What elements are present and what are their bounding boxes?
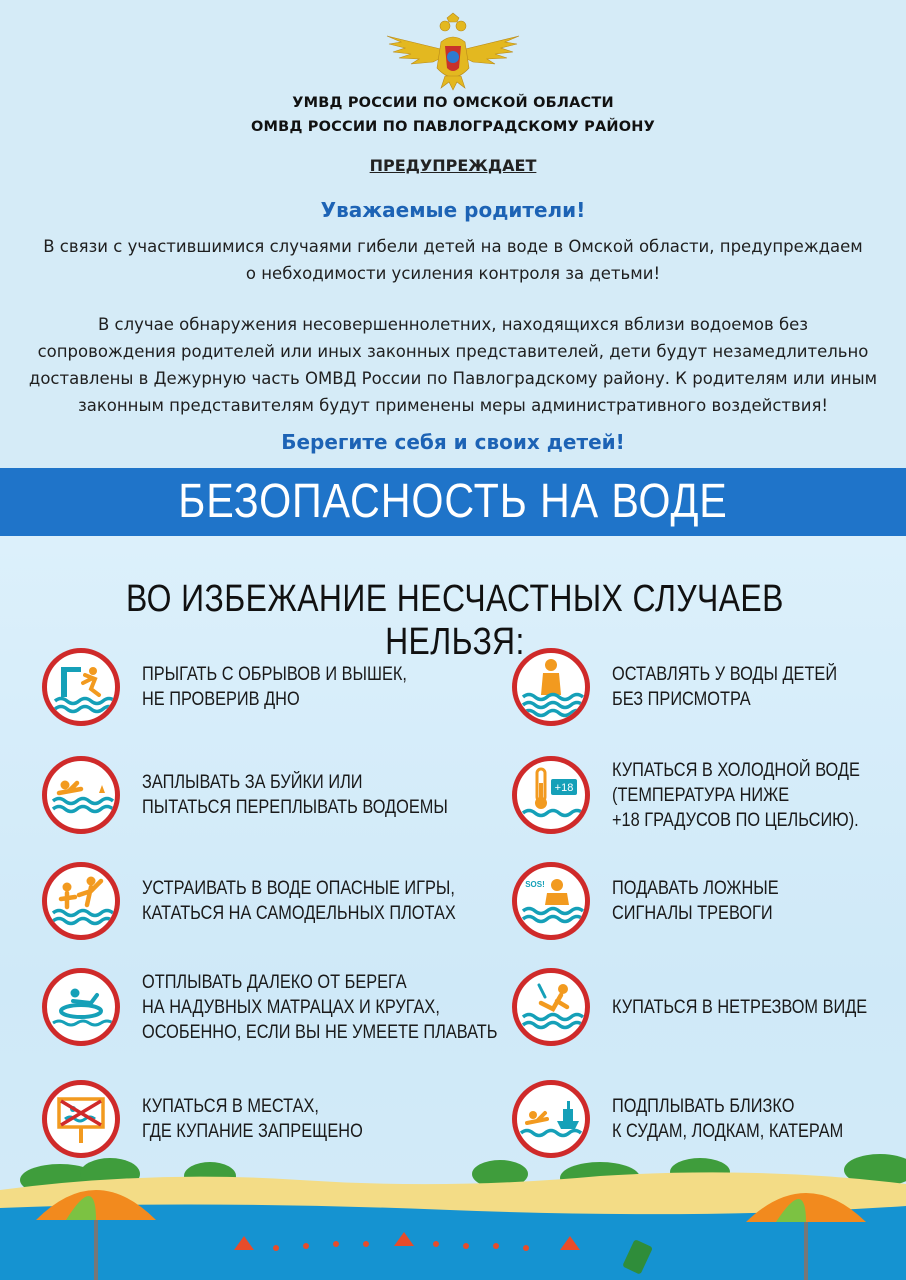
- drunk-swimmer-icon: [512, 968, 590, 1046]
- rule-item: SOS! ПОДАВАТЬ ЛОЖНЫЕ СИГНАЛЫ ТРЕВОГИ: [512, 862, 806, 940]
- svg-text:+18: +18: [554, 782, 574, 794]
- police-emblem-icon: [383, 12, 523, 92]
- warning-label: ПРЕДУПРЕЖДАЕТ: [369, 156, 537, 175]
- thermometer-icon: [512, 756, 590, 834]
- beach-illustration: [0, 1150, 906, 1280]
- rule-item: ПРЫГАТЬ С ОБРЫВОВ И ВЫШЕК, НЕ ПРОВЕРИВ ДНО: [42, 648, 450, 726]
- dangerous-games-icon: [42, 862, 120, 940]
- banner-title: БЕЗОПАСНОСТЬ НА ВОДЕ: [178, 475, 728, 528]
- greeting-heading: Уважаемые родители!: [320, 198, 586, 222]
- org-line-2: ОМВД РОССИИ ПО ПАВЛОГРАДСКОМУ РАЙОНУ: [251, 119, 655, 135]
- rule-item: КУПАТЬСЯ В МЕСТАХ, ГДЕ КУПАНИЕ ЗАПРЕЩЕНО: [42, 1080, 399, 1158]
- rule-item: УСТРАИВАТЬ В ВОДЕ ОПАСНЫЕ ИГРЫ, КАТАТЬСЯ НА САМОДЕЛЬНЫХ ПЛОТАХ: [42, 862, 507, 940]
- child-in-water-icon: [512, 648, 590, 726]
- sos-signal-icon: [512, 862, 590, 940]
- inflatable-ring-icon: [42, 968, 120, 1046]
- closing-slogan: Берегите себя и своих детей!: [281, 430, 625, 454]
- svg-text:SOS!: SOS!: [525, 880, 545, 889]
- paragraph-2: В случае обнаружения несовершеннолетних, находящихся вблизи водоемов без сопровождения родителей или иных законных представителей, дети будут незамедлительно доставлены в Дежурную часть ОМВД России по Павлоградскому району. К родителям или иным законным представителям будут применены меры административного воздействия!: [28, 315, 878, 415]
- rule-item: ПОДПЛЫВАТЬ БЛИЗКО К СУДАМ, ЛОДКАМ, КАТЕРАМ: [512, 1080, 881, 1158]
- rule-item: ОТПЛЫВАТЬ ДАЛЕКО ОТ БЕРЕГА НА НАДУВНЫХ МАТРАЦАХ И КРУГАХ, ОСОБЕННО, ЕСЛИ ВЫ НЕ УМЕЕТЕ ПЛАВАТЬ: [42, 968, 555, 1046]
- rule-item: +18 КУПАТЬСЯ В ХОЛОДНОЙ ВОДЕ (ТЕМПЕРАТУРА НИЖЕ +18 ГРАДУСОВ ПО ЦЕЛЬСИЮ).: [512, 756, 900, 834]
- swimmer-near-ship-icon: [512, 1080, 590, 1158]
- org-line-1: УМВД РОССИИ ПО ОМСКОЙ ОБЛАСТИ: [292, 95, 614, 111]
- rule-item: ОСТАВЛЯТЬ У ВОДЫ ДЕТЕЙ БЕЗ ПРИСМОТРА: [512, 648, 874, 726]
- dive-from-tower-icon: [42, 648, 120, 726]
- rule-item: КУПАТЬСЯ В НЕТРЕЗВОМ ВИДЕ: [512, 968, 906, 1046]
- rule-item: ЗАПЛЫВАТЬ ЗА БУЙКИ ИЛИ ПЫТАТЬСЯ ПЕРЕПЛЫВАТЬ ВОДОЕМЫ: [42, 756, 498, 834]
- swim-past-buoys-icon: [42, 756, 120, 834]
- paragraph-1: В связи с участившимися случаями гибели детей на воде в Омской области, предупреждаем о небходимости усиления контроля за детьми!: [43, 237, 863, 283]
- rules-heading: ВО ИЗБЕЖАНИЕ НЕСЧАСТНЫХ СЛУЧАЕВ НЕЛЬЗЯ:: [125, 578, 784, 663]
- no-swimming-sign-icon: [42, 1080, 120, 1158]
